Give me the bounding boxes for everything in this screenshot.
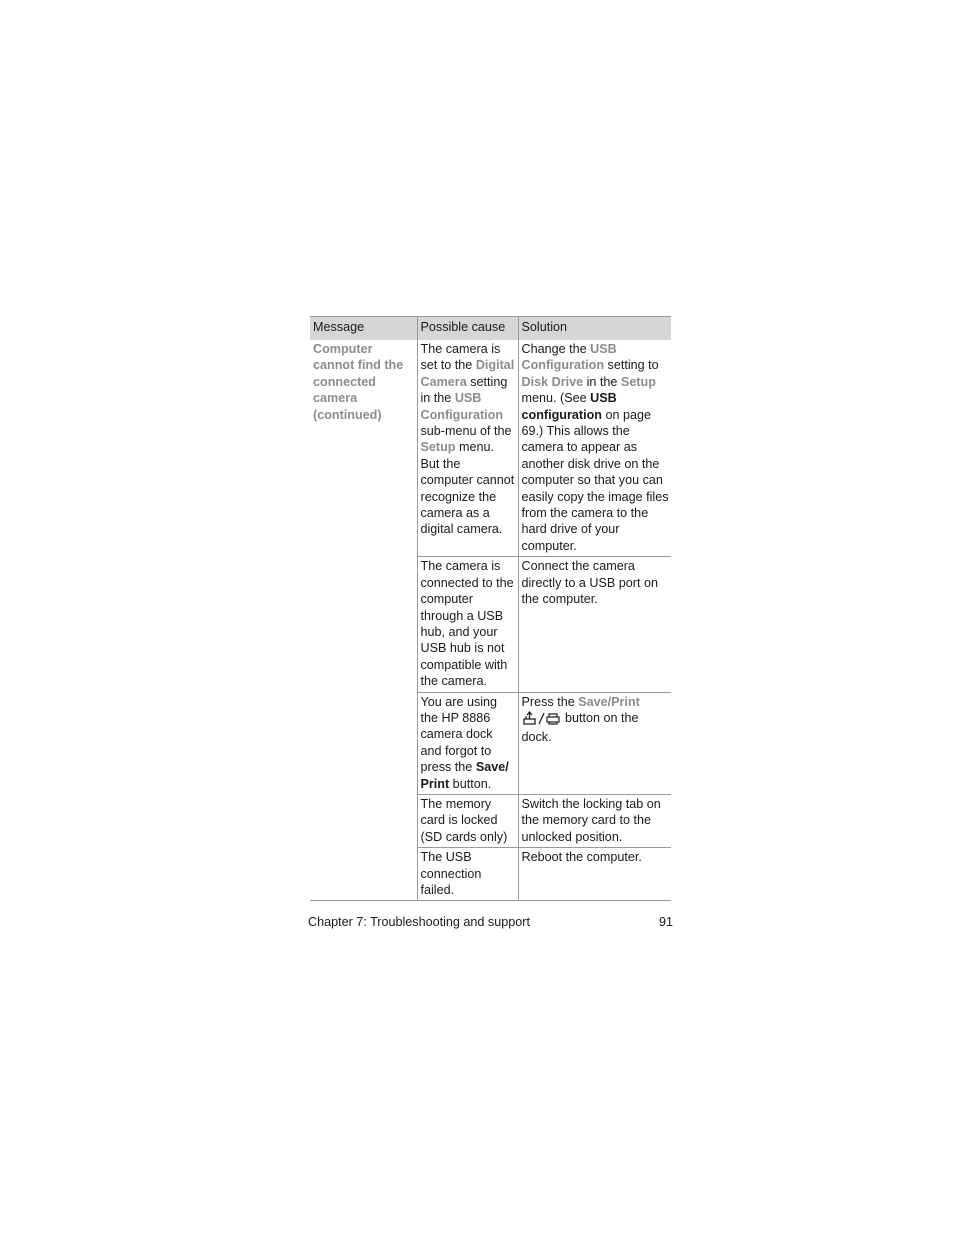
text-run: Switch the locking tab on the memory card to the unlocked position.	[521, 796, 661, 844]
text-run: button on the dock.	[521, 710, 639, 745]
text-run: setting in the	[420, 374, 508, 406]
text-run: The camera is set to the	[420, 342, 501, 373]
message-text: Computer cannot find the connected camera (continued)	[313, 342, 404, 422]
troubleshooting-table	[310, 316, 671, 901]
cause-cell	[417, 848, 518, 901]
save-print-icon	[522, 711, 562, 729]
text-run: button.	[449, 776, 492, 791]
ui-term: Disk Drive	[521, 374, 584, 389]
table-header-row	[310, 317, 671, 341]
cause-cell	[417, 557, 518, 692]
text-run: sub-menu of the	[420, 424, 512, 439]
cause-cell	[417, 692, 518, 794]
text-run: menu. (See	[521, 391, 591, 406]
ui-term: Save/Print	[578, 694, 640, 709]
header-solution: Solution	[518, 317, 671, 341]
ui-term: Digital Camera	[420, 358, 515, 389]
ui-term: Setup	[420, 440, 456, 455]
troubleshooting-table-wrapper	[310, 316, 671, 901]
header-possible-cause: Possible cause	[417, 317, 518, 341]
text-run: Press the	[521, 694, 579, 709]
text-run: You are using the HP 8886 camera dock and forgot to press the	[420, 694, 498, 775]
bold-term: Save/ Print	[420, 760, 509, 791]
solution-cell	[518, 557, 671, 692]
text-run: setting to	[604, 358, 659, 373]
message-cell	[310, 340, 417, 901]
ui-term: USB Configuration	[521, 342, 617, 373]
ui-term: USB Configuration	[420, 391, 504, 422]
text-run: Change the	[521, 342, 591, 356]
page-footer	[308, 915, 673, 929]
text-run: on page 69.) This allows the camera to appear as another disk drive on the computer so that you can easily copy the image files from the camera to the hard drive of your computer.	[521, 407, 669, 553]
solution-cell	[518, 692, 671, 794]
text-run: Connect the camera directly to a USB port on the computer.	[521, 559, 658, 607]
solution-cell	[518, 794, 671, 847]
text-run: in the	[583, 374, 621, 389]
cause-cell	[417, 794, 518, 847]
page-number: 91	[658, 915, 673, 929]
text-run: The camera is connected to the computer through a USB hub, and your USB hub is not compatible with the camera.	[420, 559, 514, 689]
text-run: menu. But the computer cannot recognize the camera as a digital camera.	[420, 440, 515, 537]
text-run: Reboot the computer.	[521, 850, 642, 865]
solution-cell	[518, 848, 671, 901]
cause-cell	[417, 340, 518, 557]
ui-term: Setup	[620, 374, 656, 389]
text-run: The USB connection failed.	[420, 850, 482, 897]
table-row	[310, 340, 671, 557]
header-message: Message	[310, 317, 417, 341]
solution-cell	[518, 340, 671, 557]
text-run: The memory card is locked (SD cards only)	[420, 796, 508, 844]
chapter-title: Chapter 7: Troubleshooting and support	[308, 915, 530, 929]
bold-term: USB configuration	[521, 391, 617, 422]
